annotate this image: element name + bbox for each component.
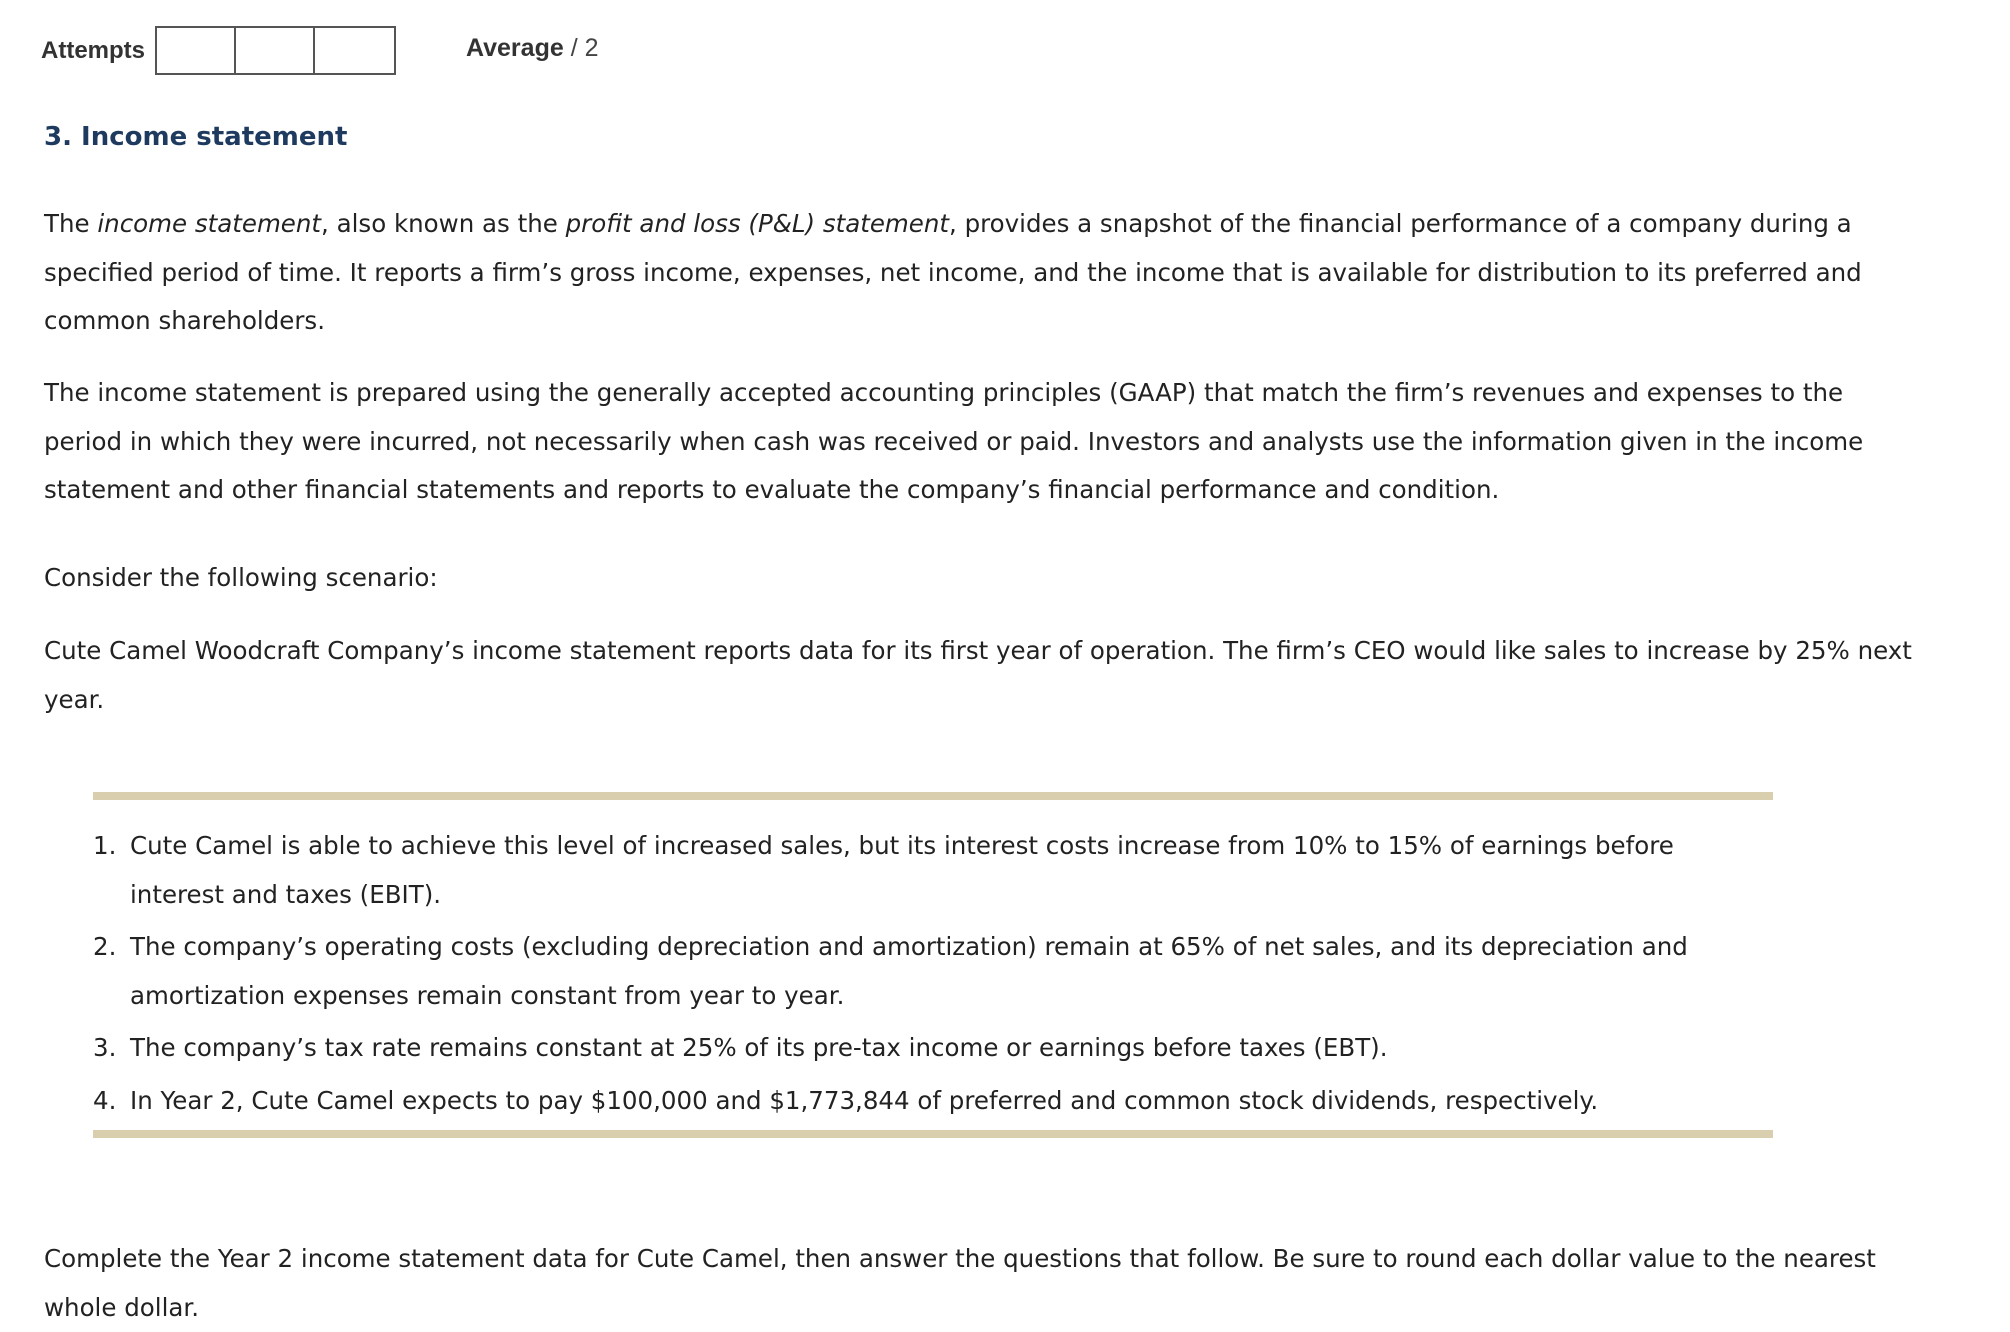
intro-term-income-statement: income statement	[97, 209, 322, 238]
list-item-text: In Year 2, Cute Camel expects to pay $100,000 and $1,773,844 of preferred and common stock dividends, respectively.	[130, 1085, 1599, 1115]
section-title: 3. Income statement	[44, 122, 348, 152]
scenario-box	[93, 792, 1773, 1138]
list-item-text: The company’s tax rate remains constant at 25% of its pre-tax income or earnings before taxes (EBT).	[130, 1033, 1388, 1062]
average-score	[466, 34, 599, 63]
instructions-paragraph: Complete the Year 2 income statement data for Cute Camel, then answer the questions that follow. Be sure to round each dollar value to the nearest whole dollar.	[44, 1244, 1876, 1322]
intro-term-pl-statement: profit and loss (P&L) statement	[565, 209, 949, 238]
list-item	[93, 923, 1773, 1020]
scenario-intro-paragraph: Cute Camel Woodcraft Company’s income statement reports data for its first year of operation. The firm’s CEO would like sales to increase by 25% next year.	[44, 636, 1912, 714]
intro-text-1: The	[44, 209, 98, 238]
list-item	[93, 1024, 1773, 1073]
attempt-box-1	[157, 28, 236, 73]
list-item-number: 4.	[93, 1085, 117, 1115]
list-item-number: 2.	[93, 932, 117, 961]
gaap-paragraph: The income statement is prepared using the generally accepted accounting principles (GAAP) that match the firm’s revenues and expenses to the period in which they were incurred, not necessarily when cash was received or paid. Investors and analysts use the information given in the income statement and other financial statements and reports to evaluate the company’s financial performance and condition.	[44, 378, 1864, 504]
list-item-text: The company’s operating costs (excluding depreciation and amortization) remain at 65% of net sales, and its depreciation and amortization expenses remain constant from year to year.	[130, 932, 1688, 1010]
list-item	[93, 822, 1773, 919]
intro-paragraph	[44, 200, 1924, 346]
intro-text-2: , also known as the	[321, 209, 566, 238]
average-label: Average	[466, 34, 564, 62]
list-item-text: Cute Camel is able to achieve this level of increased sales, but its interest costs increase from 10% to 15% of earnings before interest and taxes (EBIT).	[130, 831, 1674, 909]
attempt-box-2	[236, 28, 315, 73]
list-item-number: 1.	[93, 831, 117, 860]
list-item-number: 3.	[93, 1033, 117, 1062]
attempts-bar	[41, 23, 396, 78]
consider-paragraph: Consider the following scenario:	[44, 563, 438, 592]
intro-text-3: , provides a snapshot of the financial performance of a company during a specified period of time. It reports a firm’s gross income, expenses, net income, and the income that is available for distribution to its preferred and common shareholders.	[44, 209, 1862, 335]
attempt-box-3	[315, 28, 394, 73]
scenario-list	[93, 822, 1773, 1129]
attempt-boxes	[155, 26, 396, 75]
average-value: / 2	[570, 34, 599, 62]
list-item	[93, 1077, 1773, 1126]
attempts-label: Attempts	[41, 36, 146, 64]
